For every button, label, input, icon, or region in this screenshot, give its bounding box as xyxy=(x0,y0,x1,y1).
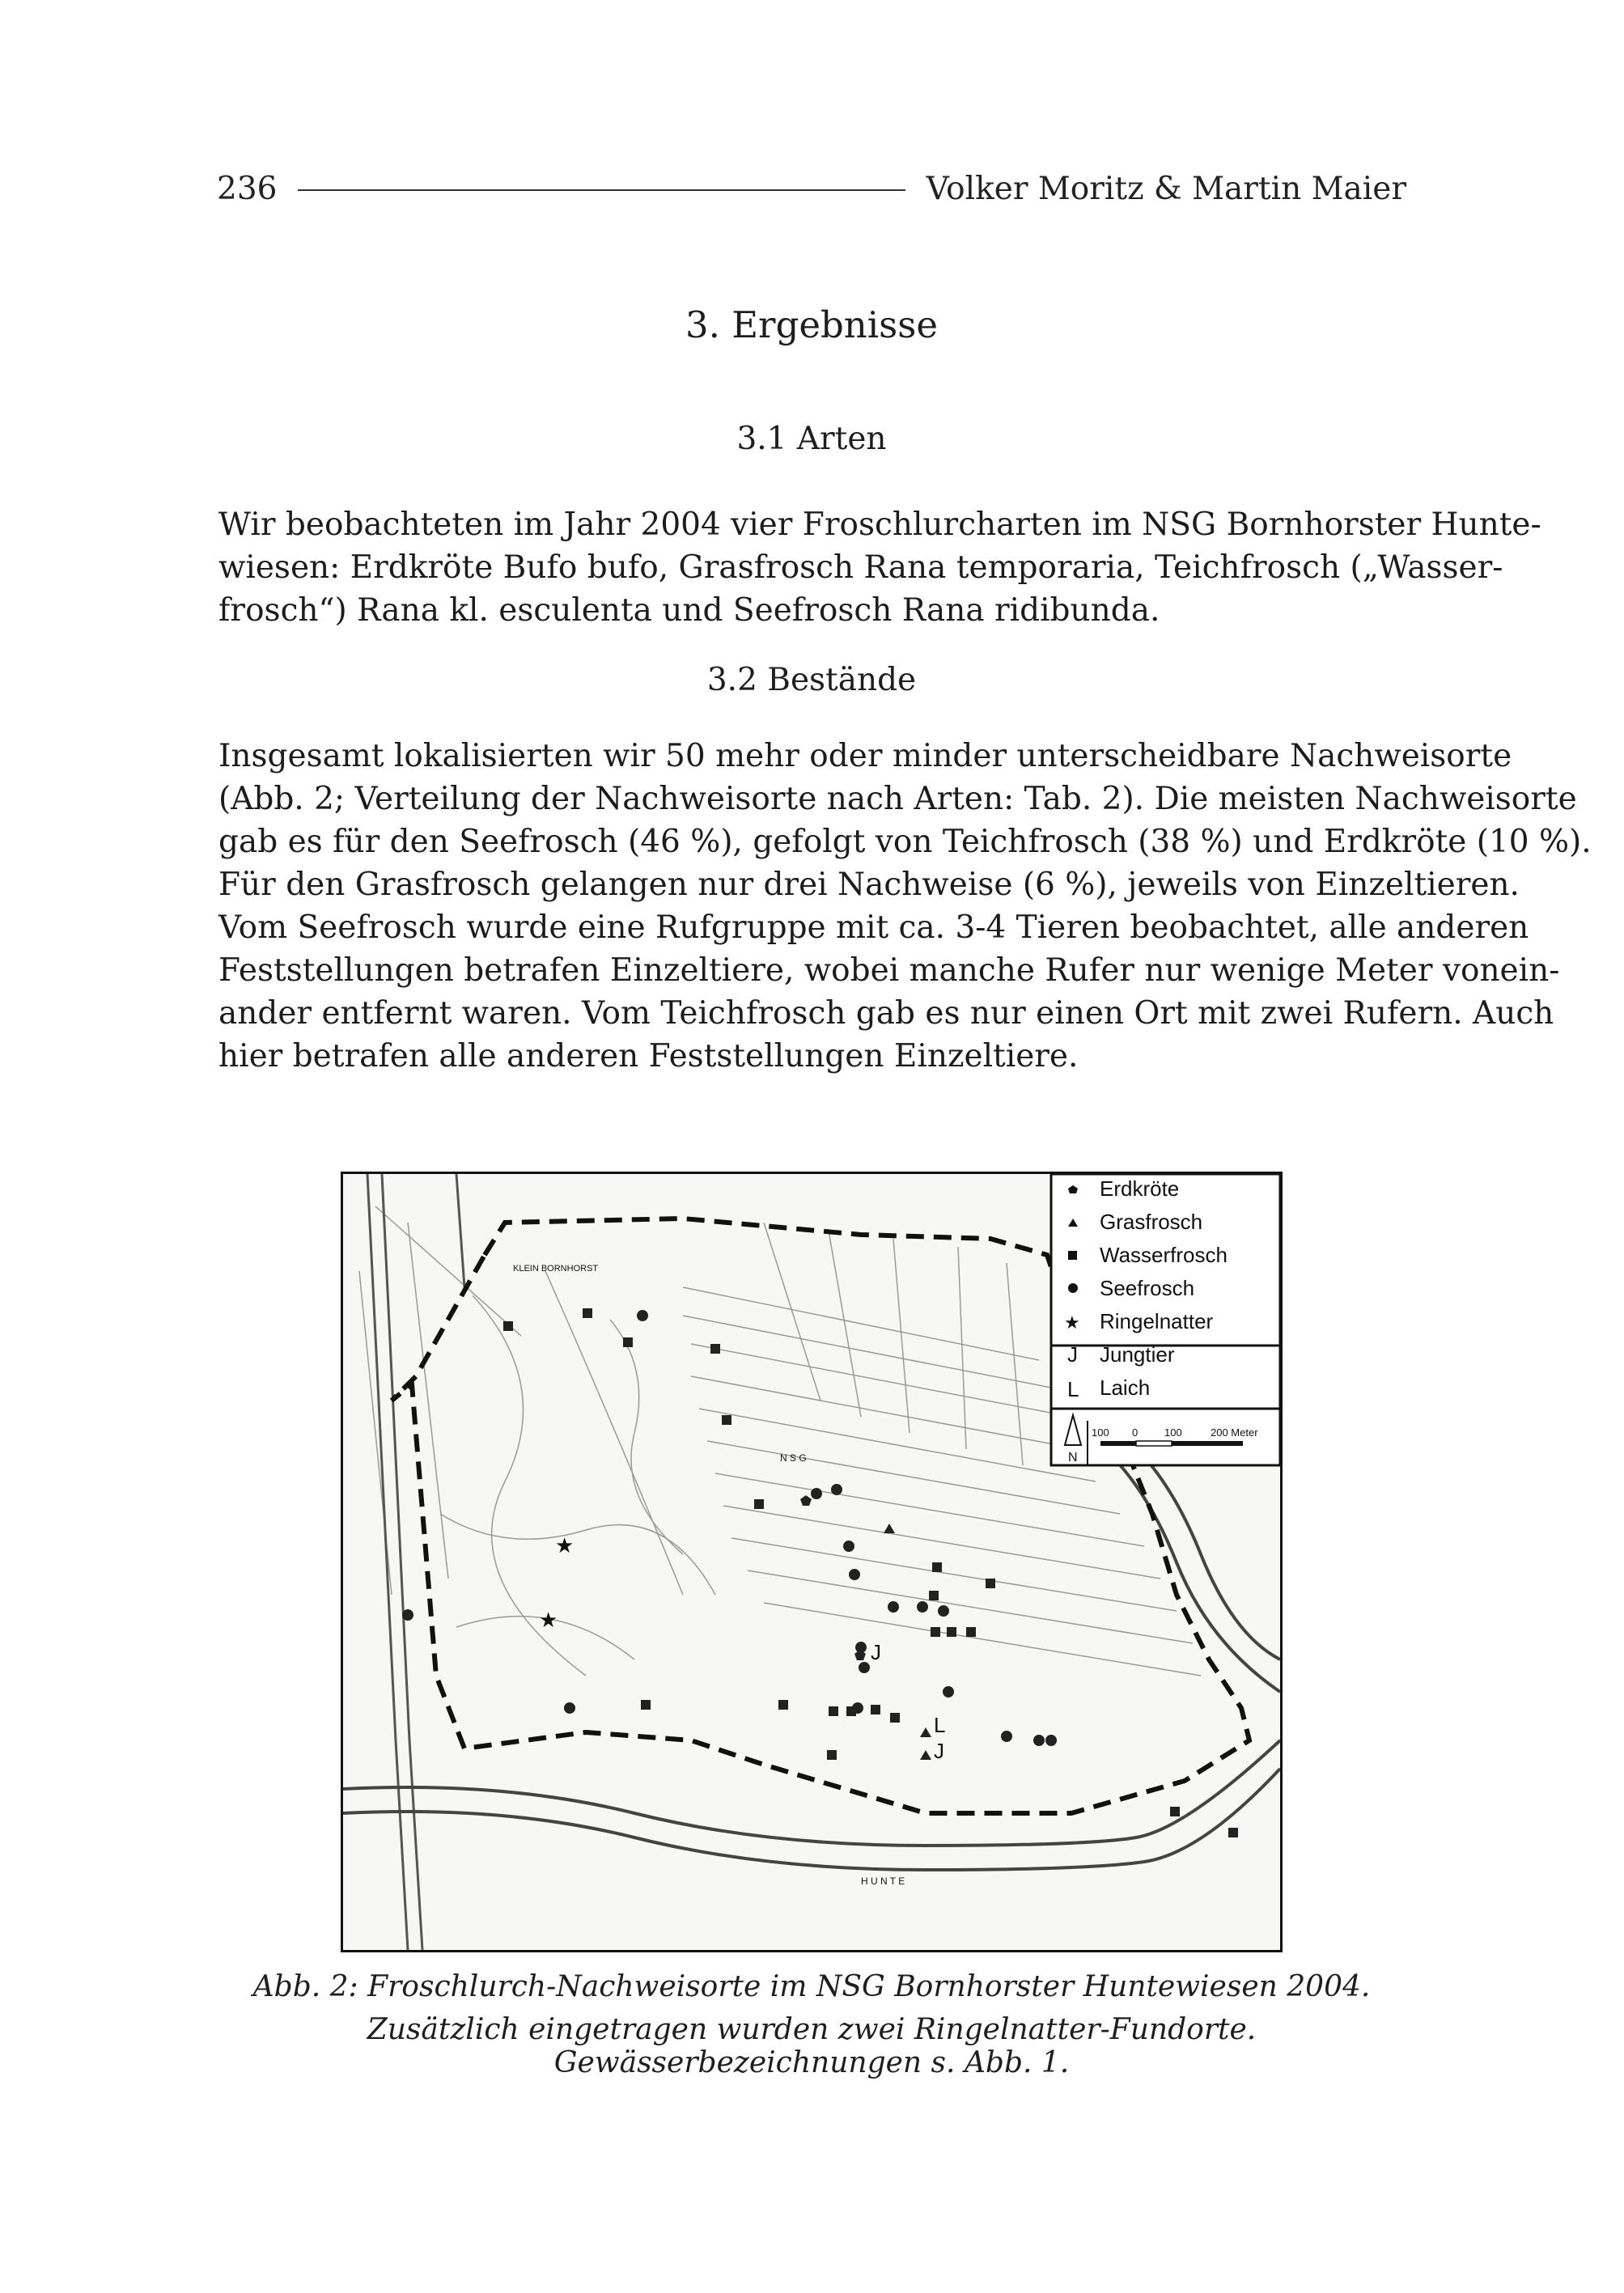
subsection-heading-bestaende: 3.2 Bestände xyxy=(706,662,917,698)
ringelnatter-marker: ★ xyxy=(539,1608,558,1632)
seefrosch-legend-marker xyxy=(1068,1283,1078,1293)
text-line: gab es für den Seefrosch (46 %), gefolgt von Teichfrosch (38 %) und Erdkröte (10 %). xyxy=(218,824,1592,860)
tag-laich: L xyxy=(934,1713,946,1737)
wasserfrosch-marker xyxy=(583,1308,592,1318)
text-line: Für den Grasfrosch gelangen nur drei Nachweise (6 %), jeweils von Einzeltieren. xyxy=(218,867,1520,903)
seefrosch-marker xyxy=(938,1605,949,1617)
legend-label-ringelnatter: Ringelnatter xyxy=(1100,1309,1214,1333)
jungtier-legend-marker: J xyxy=(1067,1342,1078,1367)
paragraph-arten xyxy=(218,503,1541,632)
wasserfrosch-marker xyxy=(929,1591,939,1600)
nsg-label: N S G xyxy=(780,1452,807,1464)
legend-label-laich: Laich xyxy=(1100,1375,1151,1400)
header-rule xyxy=(298,189,905,191)
paragraph-bestaende xyxy=(218,735,1592,1078)
seefrosch-marker xyxy=(1001,1731,1012,1742)
running-head xyxy=(217,166,1406,211)
seefrosch-marker xyxy=(849,1569,860,1580)
wasserfrosch-marker xyxy=(871,1705,880,1714)
wasserfrosch-marker xyxy=(931,1627,940,1637)
wasserfrosch-legend-marker xyxy=(1068,1251,1077,1260)
seefrosch-marker xyxy=(888,1601,899,1613)
tag-jungtier: J xyxy=(934,1739,944,1763)
text-line: Vom Seefrosch wurde eine Rufgruppe mit ca. 3-4 Tieren beobachtet, alle anderen xyxy=(218,909,1529,946)
scale-bar xyxy=(1051,1409,1280,1465)
running-head-authors: Volker Moritz & Martin Maier xyxy=(926,170,1406,207)
seefrosch-marker xyxy=(1033,1735,1045,1746)
tag-jungtier: J xyxy=(871,1640,881,1664)
wasserfrosch-marker xyxy=(966,1627,976,1637)
map-legend xyxy=(1051,1174,1280,1426)
wasserfrosch-marker xyxy=(932,1562,942,1572)
legend-label-grasfrosch: Grasfrosch xyxy=(1100,1210,1203,1234)
village-label: KLEIN BORNHORST xyxy=(513,1264,599,1274)
text-line: Wir beobachteten im Jahr 2004 vier Froschlurcharten im NSG Bornhorster Hunte- xyxy=(218,506,1541,543)
text-line: hier betrafen alle anderen Feststellungen Einzeltiere. xyxy=(218,1038,1079,1074)
page-number: 236 xyxy=(217,170,278,207)
figure-caption-line: Abb. 2: Froschlurch-Nachweisorte im NSG Bornhorster Huntewiesen 2004. xyxy=(252,1970,1371,2003)
text-line: Feststellungen betrafen Einzeltiere, wobei manche Rufer nur wenige Meter vonein- xyxy=(218,952,1560,989)
wasserfrosch-marker xyxy=(503,1321,513,1331)
wasserfrosch-marker xyxy=(947,1627,956,1637)
seefrosch-marker xyxy=(943,1686,954,1697)
wasserfrosch-marker xyxy=(710,1344,720,1354)
section-heading: 3. Ergebnisse xyxy=(685,303,939,346)
wasserfrosch-marker xyxy=(641,1700,651,1710)
map-svg xyxy=(343,1174,1280,1950)
river-label: H U N T E xyxy=(861,1876,905,1887)
text-line: frosch“) Rana kl. esculenta und Seefrosch Rana ridibunda. xyxy=(218,592,1160,629)
wasserfrosch-marker xyxy=(827,1750,837,1760)
seefrosch-marker xyxy=(811,1488,822,1499)
legend-label-seefrosch: Seefrosch xyxy=(1100,1276,1195,1300)
wasserfrosch-marker xyxy=(754,1499,764,1509)
wasserfrosch-marker xyxy=(778,1700,788,1710)
wasserfrosch-marker xyxy=(623,1337,633,1347)
wasserfrosch-marker xyxy=(1170,1807,1180,1816)
text-line: (Abb. 2; Verteilung der Nachweisorte nach Arten: Tab. 2). Die meisten Nachweisorte xyxy=(218,781,1577,817)
scale-tick: 0 xyxy=(1132,1426,1138,1439)
legend-label-wasserfrosch: Wasserfrosch xyxy=(1100,1243,1228,1267)
seefrosch-marker xyxy=(843,1541,854,1552)
map-figure xyxy=(341,1172,1283,1952)
wasserfrosch-marker xyxy=(890,1713,900,1723)
subsection-heading-arten: 3.1 Arten xyxy=(736,421,887,457)
seefrosch-marker xyxy=(917,1601,928,1613)
wasserfrosch-marker xyxy=(829,1706,838,1716)
seefrosch-marker xyxy=(402,1609,413,1621)
wasserfrosch-marker xyxy=(846,1706,856,1716)
ringelnatter-legend-marker: ★ xyxy=(1064,1312,1080,1333)
seefrosch-marker xyxy=(859,1662,870,1673)
wasserfrosch-marker xyxy=(986,1579,995,1588)
seefrosch-marker xyxy=(564,1702,575,1714)
text-line: Insgesamt lokalisierten wir 50 mehr oder minder unterscheidbare Nachweisorte xyxy=(218,738,1512,774)
scale-tick: 200 Meter xyxy=(1211,1426,1258,1439)
text-line: ander entfernt waren. Vom Teichfrosch gab es nur einen Ort mit zwei Rufern. Auch xyxy=(218,995,1554,1032)
ringelnatter-marker: ★ xyxy=(555,1533,575,1558)
legend-label-erdkroete: Erdkröte xyxy=(1100,1176,1180,1201)
text-line: wiesen: Erdkröte Bufo bufo, Grasfrosch Rana temporaria, Teichfrosch („Wasser- xyxy=(218,549,1503,586)
figure-caption-line: Zusätzlich eingetragen wurden zwei Ringelnatter-Fundorte. Gewässerbezeichnungen s. Abb. 1. xyxy=(367,2013,1257,2079)
seefrosch-marker xyxy=(1045,1735,1057,1746)
wasserfrosch-marker xyxy=(722,1415,731,1425)
legend-label-jungtier: Jungtier xyxy=(1100,1342,1175,1367)
seefrosch-marker xyxy=(637,1310,648,1321)
laich-legend-marker: L xyxy=(1067,1377,1079,1401)
scale-tick: 100 xyxy=(1092,1426,1109,1439)
scale-tick: 100 xyxy=(1164,1426,1182,1439)
seefrosch-marker xyxy=(831,1484,842,1495)
north-label: N xyxy=(1068,1451,1078,1464)
wasserfrosch-marker xyxy=(1228,1828,1238,1837)
